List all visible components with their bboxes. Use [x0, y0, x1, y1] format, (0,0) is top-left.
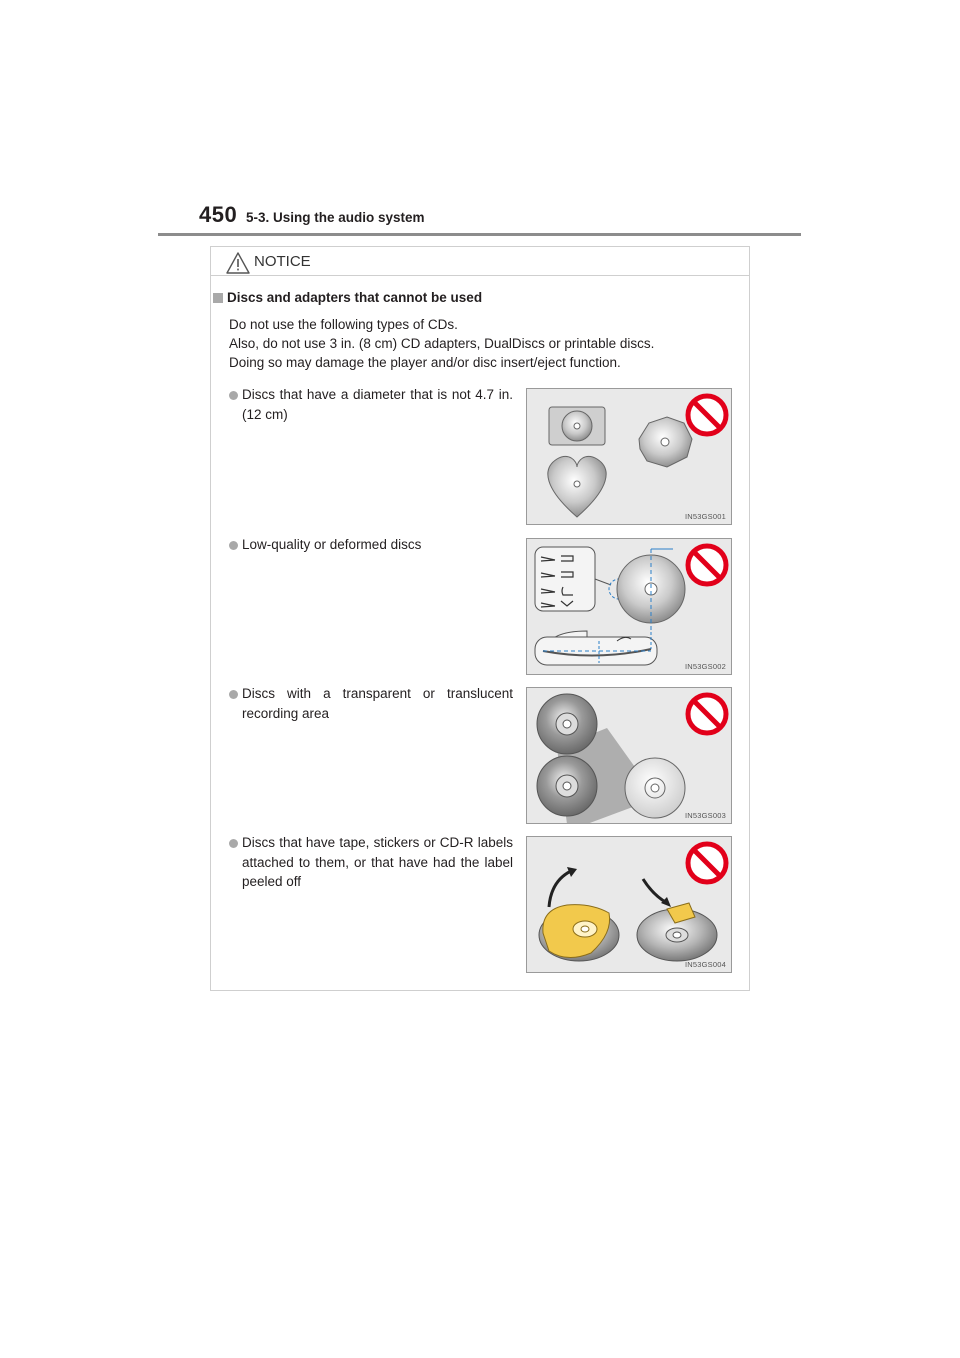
- figure-code: IN53GS004: [685, 960, 726, 969]
- intro-line-3: Doing so may damage the player and/or disc insert/eject function.: [229, 355, 621, 370]
- round-bullet-icon: [229, 541, 238, 550]
- list-item: [229, 684, 513, 723]
- figure-code: IN53GS003: [685, 811, 726, 820]
- figure-code: IN53GS001: [685, 512, 726, 521]
- prohibited-icon: [688, 844, 726, 882]
- section-title: 5-3. Using the audio system: [246, 210, 425, 225]
- round-bullet-icon: [229, 391, 238, 400]
- figure-code: IN53GS002: [685, 662, 726, 671]
- subheading-text: Discs and adapters that cannot be used: [227, 290, 483, 305]
- prohibited-icon: [688, 546, 726, 584]
- prohibited-icon: [688, 396, 726, 434]
- figure-labeled-discs: [526, 836, 732, 973]
- round-bullet-icon: [229, 839, 238, 848]
- list-item-text: Discs that have tape, stickers or CD-R labels attached to them, or that have had the label peeled off: [242, 835, 513, 889]
- list-item: [229, 385, 513, 424]
- prohibited-icon: [688, 695, 726, 733]
- list-item: [229, 535, 513, 555]
- header-rule: [158, 233, 801, 236]
- intro-line-2: Also, do not use 3 in. (8 cm) CD adapters, DualDiscs or printable discs.: [229, 336, 655, 351]
- figure-deformed-discs: [526, 538, 732, 675]
- round-bullet-icon: [229, 690, 238, 699]
- subheading: [213, 290, 482, 305]
- square-bullet-icon: [213, 293, 223, 303]
- warning-triangle-icon: [226, 252, 250, 274]
- notice-header: [211, 247, 749, 276]
- notice-label: NOTICE: [254, 253, 311, 270]
- list-item-text: Discs with a transparent or translucent recording area: [242, 686, 513, 721]
- figure-transparent-discs: [526, 687, 732, 824]
- intro-line-1: Do not use the following types of CDs.: [229, 317, 458, 332]
- list-item: [229, 833, 513, 892]
- figure-non-standard-size-discs: [526, 388, 732, 525]
- page-number: 450: [199, 202, 238, 227]
- list-item-text: Low-quality or deformed discs: [242, 537, 422, 552]
- list-item-text: Discs that have a diameter that is not 4.7 in. (12 cm): [242, 387, 513, 422]
